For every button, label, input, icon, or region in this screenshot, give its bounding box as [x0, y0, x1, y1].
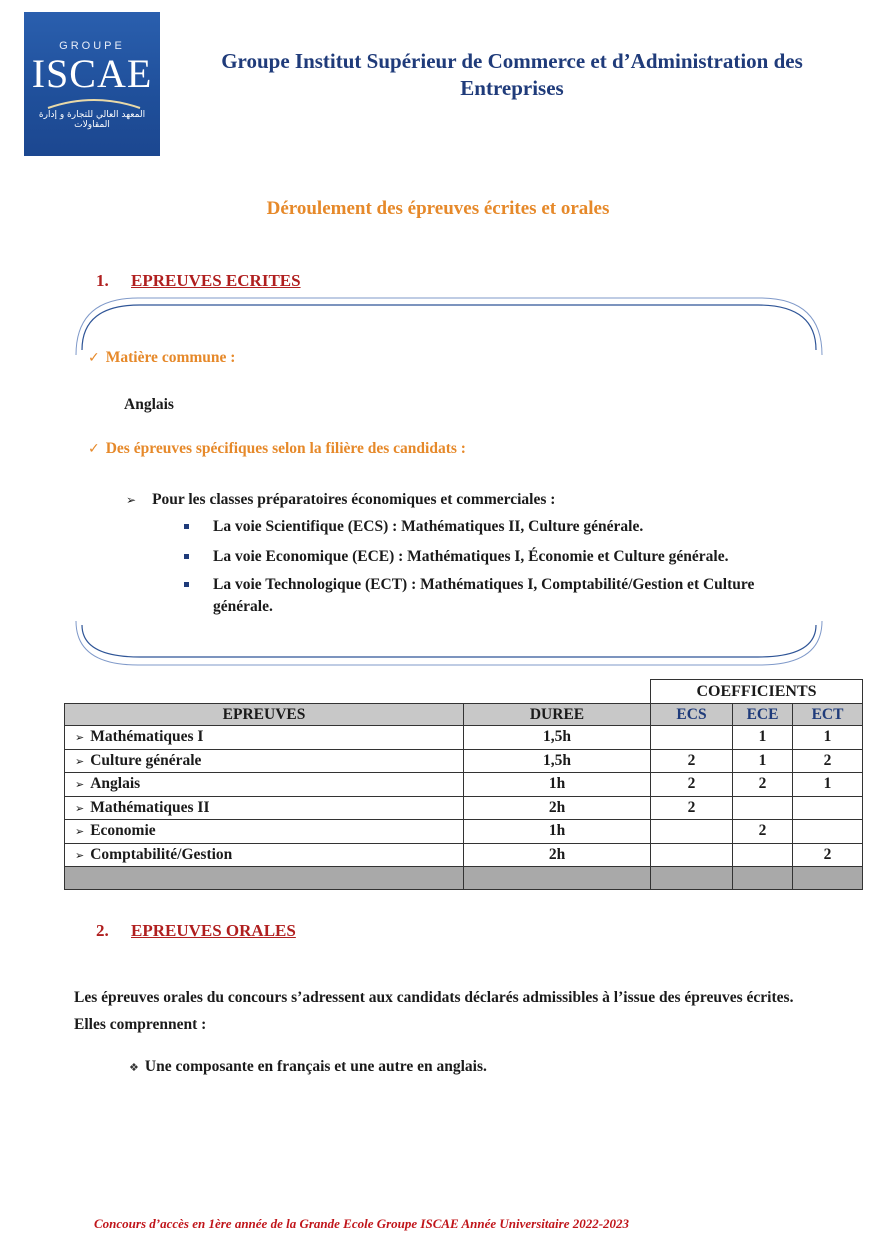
- check-icon: ✓: [88, 441, 100, 457]
- ecs-cell: [651, 820, 733, 844]
- ect-cell: 2: [793, 749, 863, 773]
- subject-cell: [65, 843, 464, 867]
- section-1-heading: [96, 271, 301, 291]
- header-duree: DUREE: [464, 704, 651, 726]
- arrow-bullet-icon: ➢: [75, 801, 85, 815]
- common-subject-label-text: Matière commune :: [105, 349, 236, 366]
- track-text: La voie Technologique (ECT) : Mathématiques I, Comptabilité/Gestion et Culture générale.: [213, 576, 755, 615]
- table-row: [65, 773, 863, 797]
- track-text: La voie Scientifique (ECS) : Mathématiques II, Culture générale.: [213, 518, 644, 535]
- ece-cell: 2: [733, 820, 793, 844]
- arrow-bullet-icon: ➢: [75, 825, 85, 839]
- subject-name: Economie: [90, 822, 156, 840]
- ect-cell: 1: [793, 773, 863, 797]
- subject-name: Anglais: [90, 775, 141, 793]
- section-2-title: EPREUVES ORALES: [131, 921, 296, 940]
- section-1-title: EPREUVES ECRITES: [131, 271, 301, 290]
- ece-cell: [733, 796, 793, 820]
- arrow-bullet-icon: ➢: [75, 731, 85, 745]
- specific-subjects-label-text: Des épreuves spécifiques selon la filière des candidats :: [105, 440, 466, 457]
- ecs-cell: [651, 843, 733, 867]
- duration-cell: 2h: [464, 843, 651, 867]
- orals-item: [129, 1058, 487, 1076]
- footer-cell: [65, 867, 464, 890]
- coefficients-header: COEFFICIENTS: [651, 680, 863, 704]
- arrow-bullet-icon: ➢: [75, 754, 85, 768]
- ecs-cell: [651, 726, 733, 750]
- duration-cell: 1,5h: [464, 726, 651, 750]
- prep-classes-label: Pour les classes préparatoires économiques et commerciales :: [152, 491, 556, 508]
- square-bullet-icon: [184, 554, 189, 559]
- logo-arabic-text: المعهد العالي للتجارة و إدارة المقاولات: [38, 110, 146, 130]
- prep-classes-line: [126, 491, 555, 509]
- duration-cell: 2h: [464, 796, 651, 820]
- ect-cell: [793, 796, 863, 820]
- header-epreuves: EPREUVES: [65, 704, 464, 726]
- coefficients-table: [64, 679, 863, 890]
- ecs-cell: 2: [651, 749, 733, 773]
- duration-cell: 1h: [464, 773, 651, 797]
- square-bullet-icon: [184, 582, 189, 587]
- footer-cell: [733, 867, 793, 890]
- square-bullet-icon: [184, 524, 189, 529]
- subject-name: Mathématiques I: [90, 728, 204, 746]
- blank-cell: [464, 680, 651, 704]
- track-text: La voie Economique (ECE) : Mathématiques I, Économie et Culture générale.: [213, 548, 729, 565]
- logo-swoosh-icon: [46, 96, 142, 110]
- table-row: [65, 796, 863, 820]
- subject-cell: [65, 796, 464, 820]
- footer-cell: [464, 867, 651, 890]
- table-row: [65, 749, 863, 773]
- subject-name: Comptabilité/Gestion: [90, 845, 233, 863]
- institution-title: Groupe Institut Supérieur de Commerce et d’Administration des Entreprises: [221, 49, 803, 100]
- orals-paragraph: Les épreuves orales du concours s’adressent aux candidats déclarés admissibles à l’issue des épreuves écrites. Elles comprennent :: [74, 989, 794, 1033]
- logo-groupe-text: GROUPE: [59, 40, 125, 52]
- subject-cell: [65, 773, 464, 797]
- orals-item-text: Une composante en français et une autre en anglais.: [144, 1058, 487, 1075]
- diamond-bullet-icon: ❖: [129, 1061, 139, 1074]
- subject-cell: [65, 726, 464, 750]
- header-ect: ECT: [793, 704, 863, 726]
- section-2-number: 2.: [96, 921, 109, 940]
- table-row: [65, 726, 863, 750]
- common-subject: Anglais: [124, 396, 174, 413]
- subject-cell: [65, 820, 464, 844]
- arrow-bullet-icon: ➢: [75, 848, 85, 862]
- ecs-cell: 2: [651, 773, 733, 797]
- section-1-number: 1.: [96, 271, 109, 290]
- ece-cell: 1: [733, 726, 793, 750]
- header-ecs: ECS: [651, 704, 733, 726]
- table-row: [65, 820, 863, 844]
- ece-cell: 2: [733, 773, 793, 797]
- logo-name-text: ISCAE: [31, 51, 153, 96]
- blank-cell: [65, 680, 464, 704]
- subject-name: Culture générale: [90, 751, 202, 769]
- check-icon: ✓: [88, 350, 100, 366]
- duration-cell: 1h: [464, 820, 651, 844]
- table-row: [65, 843, 863, 867]
- footer-cell: [651, 867, 733, 890]
- header-ece: ECE: [733, 704, 793, 726]
- page-footer: Concours d’accès en 1ère année de la Grande Ecole Groupe ISCAE Année Universitaire 2022-2023: [94, 1216, 630, 1231]
- iscae-logo: [24, 12, 160, 156]
- ect-cell: [793, 820, 863, 844]
- specific-subjects-label: [88, 440, 466, 458]
- section-2-heading: [96, 921, 296, 941]
- ece-cell: 1: [733, 749, 793, 773]
- arrow-bullet-icon: ➢: [126, 493, 137, 507]
- ect-cell: 1: [793, 726, 863, 750]
- ect-cell: 2: [793, 843, 863, 867]
- table-footer-row: [65, 867, 863, 890]
- ece-cell: [733, 843, 793, 867]
- arrow-bullet-icon: ➢: [75, 778, 85, 792]
- subject-cell: [65, 749, 464, 773]
- duration-cell: 1,5h: [464, 749, 651, 773]
- common-subject-label: [88, 349, 235, 367]
- ecs-cell: 2: [651, 796, 733, 820]
- subject-name: Mathématiques II: [90, 798, 210, 816]
- page-title: Déroulement des épreuves écrites et orales: [266, 198, 610, 219]
- footer-cell: [793, 867, 863, 890]
